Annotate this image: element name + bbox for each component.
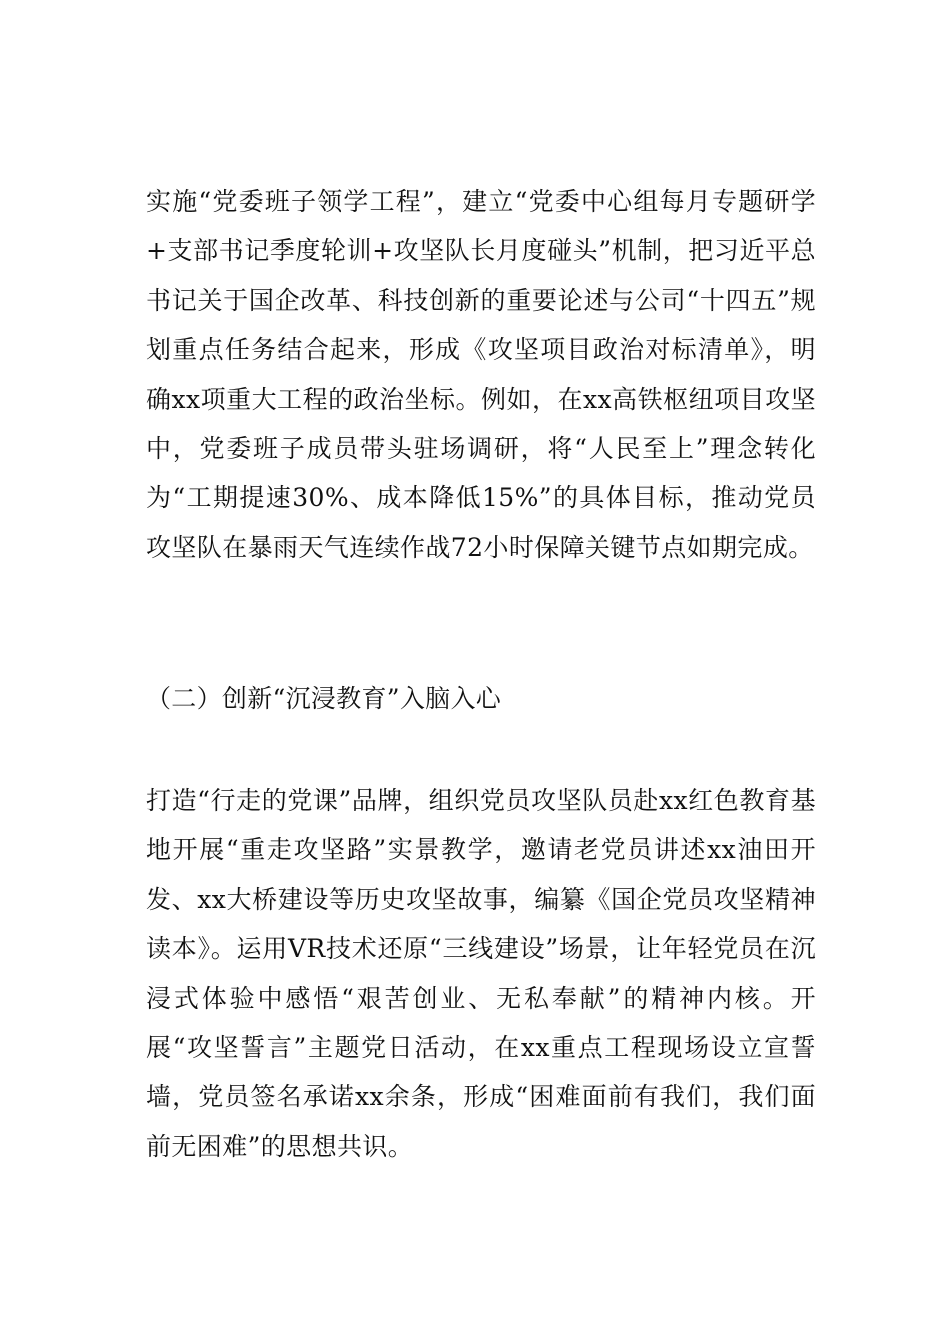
paragraph-immersive-education: 打造“行走的党课”品牌，组织党员攻坚队员赴xx红色教育基地开展“重走攻坚路”实景教学，邀请老党员讲述xx油田开发、xx大桥建设等历史攻坚故事，编纂《国企党员攻坚精神读本》。运用VR技术还原“三线建设”场景，让年轻党员在沉浸式体验中感悟“艰苦创业、无私奉献”的精神内核。开展“攻坚誓言”主题党日活动，在xx重点工程现场设立宣誓墙，党员签名承诺xx余条，形成“困难面前有我们，我们面前无困难”的思想共识。 <box>146 786 816 1161</box>
section-heading-immersive-education: （二）创新“沉浸教育”入脑入心 <box>146 684 502 713</box>
paragraph-leadership-study: 实施“党委班子领学工程”，建立“党委中心组每月专题研学+支部书记季度轮训+攻坚队长月度碰头”机制，把习近平总书记关于国企改革、科技创新的重要论述与公司“十四五”规划重点任务结合起来，形成《攻坚项目政治对标清单》，明确xx项重大工程的政治坐标。例如，在xx高铁枢纽项目攻坚中，党委班子成员带头驻场调研，将“人民至上”理念转化为“工期提速30%、成本降低15%”的具体目标，推动党员攻坚队在暴雨天气连续作战72小时保障关键节点如期完成。 <box>146 187 816 562</box>
